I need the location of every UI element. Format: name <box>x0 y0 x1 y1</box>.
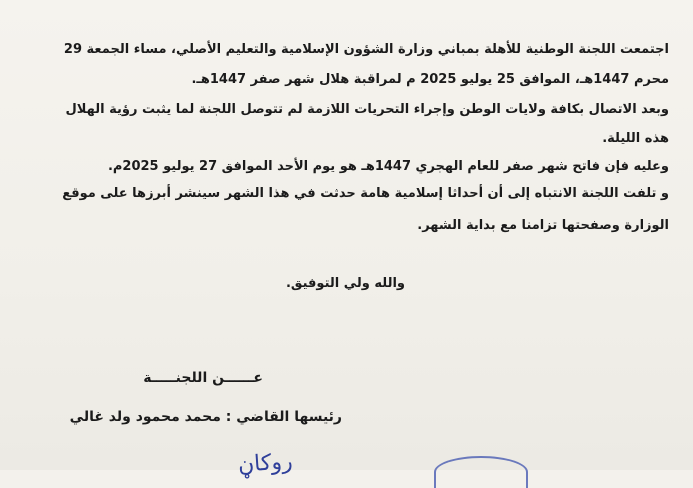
paragraph-line-7: الوزارة وصفحتها تزامنا مع بداية الشهر. <box>417 218 669 233</box>
paragraph-line-4: هذه الليلة. <box>602 131 669 146</box>
chair-label: رئيسها القاضي : محمد محمود ولد غالي <box>69 409 342 425</box>
paragraph-line-3: وبعد الاتصال بكافة ولايات الوطن وإجراء التحريات اللازمة لم تتوصل اللجنة لما يثبت رؤية الهلال <box>65 102 669 117</box>
committee-label: عــــــن اللجنـــــة <box>143 370 263 386</box>
stamp-seal <box>434 456 528 488</box>
closing-line: والله ولي التوفيق. <box>285 276 405 291</box>
paragraph-line-2: محرم 1447هـ، الموافق 25 يوليو 2025 م لمراقبة هلال شهر صفر 1447هـ. <box>191 72 669 87</box>
paragraph-line-5: وعليه فإن فاتح شهر صفر للعام الهجري 1447هـ هو يوم الأحد الموافق 27 يوليو 2025م. <box>107 159 669 174</box>
paragraph-line-6: و تلفت اللجنة الانتباه إلى أن أحداثا إسلامية هامة حدثت في هذا الشهر سينشر أبرزها على موقع <box>62 186 669 201</box>
signature: روكاڼ <box>237 449 294 478</box>
paragraph-line-1: اجتمعت اللجنة الوطنية للأهلة بمباني وزارة الشؤون الإسلامية والتعليم الأصلي، مساء الجمعة 29 <box>63 42 669 57</box>
